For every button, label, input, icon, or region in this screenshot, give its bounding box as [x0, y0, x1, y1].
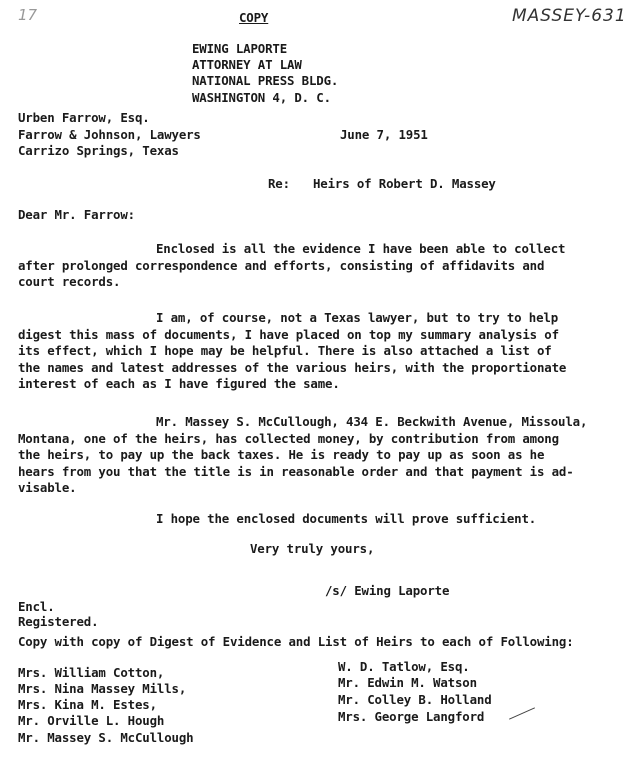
paragraph-3-line: Montana, one of the heirs, has collected money, by contribution from among: [18, 430, 559, 446]
letterhead-city: WASHINGTON 4, D. C.: [192, 90, 331, 105]
check-mark: [509, 707, 535, 719]
cc-recipient: Mrs. William Cotton,: [18, 665, 165, 680]
cc-recipient: Mr. Colley B. Holland: [338, 692, 492, 707]
cc-recipient: Mrs. George Langford: [338, 709, 485, 724]
cc-recipient: Mrs. Kina M. Estes,: [18, 697, 157, 712]
cc-recipient: Mr. Orville L. Hough: [18, 713, 165, 728]
margin-note: 17: [18, 6, 38, 24]
recipient-city: Carrizo Springs, Texas: [18, 143, 179, 158]
paragraph-3-line: visable.: [18, 480, 77, 496]
paragraph-2-line: its effect, which I hope may be helpful. There is also attached a list of: [18, 343, 552, 359]
paragraph-2-line: digest this mass of documents, I have placed on top my summary analysis of: [18, 326, 559, 342]
re-subject: Heirs of Robert D. Massey: [313, 176, 496, 191]
cc-recipient: Mr. Massey S. McCullough: [18, 730, 194, 745]
enclosure-note: Encl.: [18, 599, 55, 614]
paragraph-2-line: the names and latest addresses of the various heirs, with the proportionate: [18, 359, 567, 375]
paragraph-4: I hope the enclosed documents will prove sufficient.: [156, 511, 537, 526]
paragraph-1-line: court records.: [18, 274, 121, 290]
letterhead-title: ATTORNEY AT LAW: [192, 57, 302, 72]
paragraph-1-line: after prolonged correspondence and efforts, consisting of affidavits and: [18, 257, 545, 273]
paragraph-3-line: the heirs, to pay up the back taxes. He is ready to pay up as soon as he: [18, 447, 545, 463]
paragraph-2-line: interest of each as I have figured the same.: [18, 376, 340, 392]
copy-label: COPY: [239, 10, 269, 25]
file-tag: MASSEY-631: [512, 6, 627, 26]
paragraph-3: [18, 414, 630, 497]
recipient-firm: Farrow & Johnson, Lawyers: [18, 127, 201, 142]
letterhead-name: EWING LAPORTE: [192, 41, 288, 56]
recipient-name: Urben Farrow, Esq.: [18, 110, 150, 125]
registered-note: Registered.: [18, 614, 99, 629]
letterhead-building: NATIONAL PRESS BLDG.: [192, 73, 339, 88]
re-label: Re:: [268, 176, 290, 191]
cc-recipient: W. D. Tatlow, Esq.: [338, 659, 470, 674]
paragraph-2: [18, 310, 630, 393]
closing: Very truly yours,: [250, 541, 375, 556]
cc-recipient: Mrs. Nina Massey Mills,: [18, 681, 187, 696]
paragraph-3-line: Mr. Massey S. McCullough, 434 E. Beckwith Avenue, Missoula,: [156, 414, 588, 429]
signature: /s/ Ewing Laporte: [325, 583, 450, 598]
paragraph-1: [18, 241, 630, 291]
paragraph-2-line: I am, of course, not a Texas lawyer, but to try to help: [156, 310, 559, 325]
paragraph-3-line: hears from you that the title is in reasonable order and that payment is ad-: [18, 463, 574, 479]
letter-date: June 7, 1951: [340, 127, 428, 142]
salutation: Dear Mr. Farrow:: [18, 207, 135, 222]
cc-recipient: Mr. Edwin M. Watson: [338, 675, 477, 690]
copy-distribution-line: Copy with copy of Digest of Evidence and List of Heirs to each of Following:: [18, 634, 574, 649]
paragraph-1-line: Enclosed is all the evidence I have been able to collect: [156, 241, 566, 256]
